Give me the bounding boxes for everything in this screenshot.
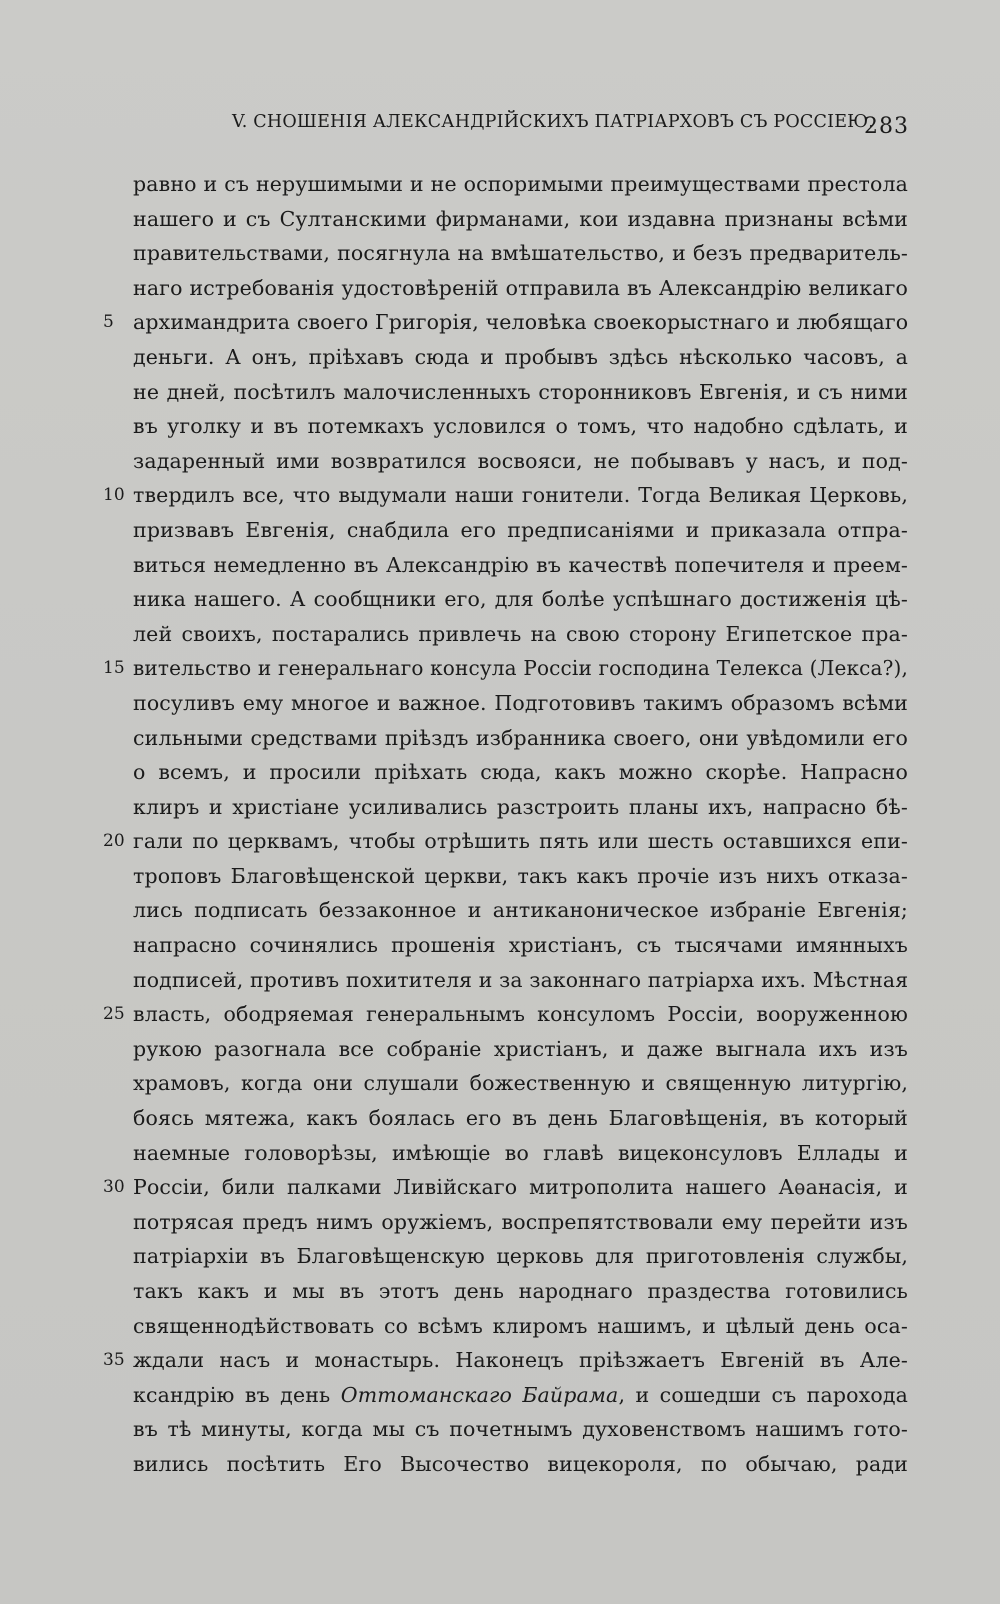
text-line bbox=[0, 617, 1000, 652]
text-line bbox=[0, 1170, 1000, 1205]
line-text: напрасно сочинялись прошенія христіанъ, съ тысячами имянныхъ bbox=[133, 933, 908, 958]
text-line bbox=[0, 548, 1000, 583]
text-line bbox=[0, 1412, 1000, 1447]
page-number: 283 bbox=[864, 114, 909, 139]
line-text: въ уголку и въ потемкахъ условился о томъ, что надобно сдѣлать, и bbox=[133, 414, 908, 439]
text-line bbox=[0, 1205, 1000, 1240]
text-line bbox=[0, 305, 1000, 340]
text-line bbox=[0, 755, 1000, 790]
text-line bbox=[0, 167, 1000, 202]
line-text: посуливъ ему многое и важное. Подготовивъ такимъ образомъ всѣми bbox=[133, 690, 908, 715]
text-line bbox=[0, 1309, 1000, 1344]
line-number: 10 bbox=[103, 485, 125, 506]
text-line bbox=[0, 790, 1000, 825]
line-text bbox=[133, 1378, 908, 1413]
text-line bbox=[0, 271, 1000, 306]
text-line bbox=[0, 651, 1000, 686]
line-text: храмовъ, когда они слушали божественную и священную литургію, bbox=[133, 1071, 908, 1096]
line-number: 5 bbox=[103, 312, 114, 333]
text-line bbox=[0, 340, 1000, 375]
text-line bbox=[0, 1032, 1000, 1067]
italic-phrase: Оттоманскаго Байрама bbox=[340, 1382, 619, 1407]
line-text: не дней, посѣтилъ малочисленныхъ сторонниковъ Евгенія, и съ ними bbox=[133, 379, 908, 404]
line-text: ждали насъ и монастырь. Наконецъ пріѣзжаетъ Евгеній въ Але- bbox=[133, 1348, 908, 1373]
line-text: гали по церквамъ, чтобы отрѣшить пять или шесть оставшихся епи- bbox=[133, 829, 908, 854]
text-line bbox=[0, 1343, 1000, 1378]
line-text: лись подписать беззаконное и антиканоническое избраніе Евгенія; bbox=[133, 898, 908, 923]
text-line bbox=[0, 1447, 1000, 1482]
text-line bbox=[0, 582, 1000, 617]
line-text: твердилъ все, что выдумали наши гонители. Тогда Великая Церковь, bbox=[133, 483, 908, 508]
line-text: въ тѣ минуты, когда мы съ почетнымъ духовенствомъ нашимъ гото- bbox=[133, 1417, 908, 1442]
text-line bbox=[0, 928, 1000, 963]
line-text: вились посѣтить Его Высочество вицекороля, по обычаю, ради bbox=[133, 1451, 908, 1476]
running-head: V. СНОШЕНІЯ АЛЕКСАНДРІЙСКИХЪ ПАТРІАРХОВЪ СЪ РОССІЕЮ. bbox=[232, 112, 875, 132]
line-text: клиръ и христіане усиливались разстроить планы ихъ, напрасно бѣ- bbox=[133, 794, 908, 819]
line-text: деньги. А онъ, пріѣхавъ сюда и пробывъ здѣсь нѣсколько часовъ, а bbox=[133, 344, 908, 369]
text-line bbox=[0, 824, 1000, 859]
line-text: боясь мятежа, какъ боялась его въ день Благовѣщенія, въ который bbox=[133, 1106, 908, 1131]
line-number: 15 bbox=[103, 658, 125, 679]
text-line bbox=[0, 1239, 1000, 1274]
line-text-end: , и сошедши съ парохода bbox=[618, 1382, 908, 1407]
line-text: виться немедленно въ Александрію въ качествѣ попечителя и преем- bbox=[133, 552, 908, 577]
text-line bbox=[0, 409, 1000, 444]
line-text: вительство и генеральнаго консула Россіи господина Телекса (Лекса?), bbox=[133, 656, 908, 681]
line-text: сильными средствами пріѣздъ избранника своего, они увѣдомили его bbox=[133, 725, 908, 750]
text-line bbox=[0, 963, 1000, 998]
text-line bbox=[0, 893, 1000, 928]
text-line bbox=[0, 686, 1000, 721]
line-text: нашего и съ Султанскими фирманами, кои издавна признаны всѣми bbox=[133, 206, 908, 231]
line-text: наемные головорѣзы, имѣющіе во главѣ вицеконсуловъ Еллады и bbox=[133, 1140, 908, 1165]
text-line bbox=[0, 1101, 1000, 1136]
line-text: лей своихъ, постарались привлечь на свою сторону Египетское пра- bbox=[133, 621, 908, 646]
text-line bbox=[0, 478, 1000, 513]
text-line bbox=[0, 375, 1000, 410]
line-text: подписей, противъ похитителя и за законнаго патріарха ихъ. Мѣстная bbox=[133, 967, 909, 992]
line-number: 20 bbox=[103, 831, 125, 852]
line-text: такъ какъ и мы въ этотъ день народнаго праздества готовились bbox=[133, 1279, 908, 1303]
line-text: архимандрита своего Григорія, человѣка своекорыстнаго и любящаго bbox=[133, 310, 909, 335]
line-text: потрясая предъ нимъ оружіемъ, воспрепятствовали ему перейти изъ bbox=[133, 1209, 908, 1234]
text-line bbox=[0, 236, 1000, 271]
text-line bbox=[0, 1136, 1000, 1171]
text-line bbox=[0, 721, 1000, 756]
text-line bbox=[0, 859, 1000, 894]
line-text-start: ксандрію въ день bbox=[133, 1382, 331, 1407]
line-text: призвавъ Евгенія, снабдила его предписаніями и приказала отпра- bbox=[133, 517, 908, 542]
line-text: правительствами, посягнула на вмѣшательство, и безъ предваритель- bbox=[133, 241, 908, 266]
line-text: Россіи, били палками Ливійскаго митрополита нашего Аѳанасія, и bbox=[133, 1175, 908, 1200]
line-text: власть, ободряемая генеральнымъ консуломъ Россіи, вооруженною bbox=[133, 1002, 908, 1027]
line-number: 30 bbox=[103, 1177, 125, 1198]
line-text: наго истребованія удостовѣреній отправила въ Александрію великаго bbox=[133, 275, 908, 300]
line-text: священнодѣйствовать со всѣмъ клиромъ нашимъ, и цѣлый день оса- bbox=[133, 1313, 908, 1338]
line-text: троповъ Благовѣщенской церкви, такъ какъ прочіе изъ нихъ отказа- bbox=[133, 863, 908, 888]
text-line bbox=[0, 997, 1000, 1032]
line-text: задаренный ими возвратился восвояси, не побывавъ у насъ, и под- bbox=[133, 448, 908, 473]
line-text: ника нашего. А сообщники его, для болѣе успѣшнаго достиженія цѣ- bbox=[133, 587, 908, 612]
line-text: патріархіи въ Благовѣщенскую церковь для приготовленія службы, bbox=[133, 1244, 908, 1269]
text-line bbox=[0, 444, 1000, 479]
text-line bbox=[0, 1274, 1000, 1309]
line-text: рукою разогнала все собраніе христіанъ, и даже выгнала ихъ изъ bbox=[133, 1036, 908, 1061]
text-line bbox=[0, 202, 1000, 237]
text-line bbox=[0, 1378, 1000, 1413]
line-text: равно и съ нерушимыми и не оспоримыми преимуществами престола bbox=[133, 172, 908, 196]
line-number: 25 bbox=[103, 1004, 125, 1025]
body-text bbox=[0, 167, 1000, 1482]
text-line bbox=[0, 513, 1000, 548]
text-line bbox=[0, 1066, 1000, 1101]
line-number: 35 bbox=[103, 1350, 125, 1371]
line-text: о всемъ, и просили пріѣхать сюда, какъ можно скорѣе. Напрасно bbox=[133, 760, 908, 785]
